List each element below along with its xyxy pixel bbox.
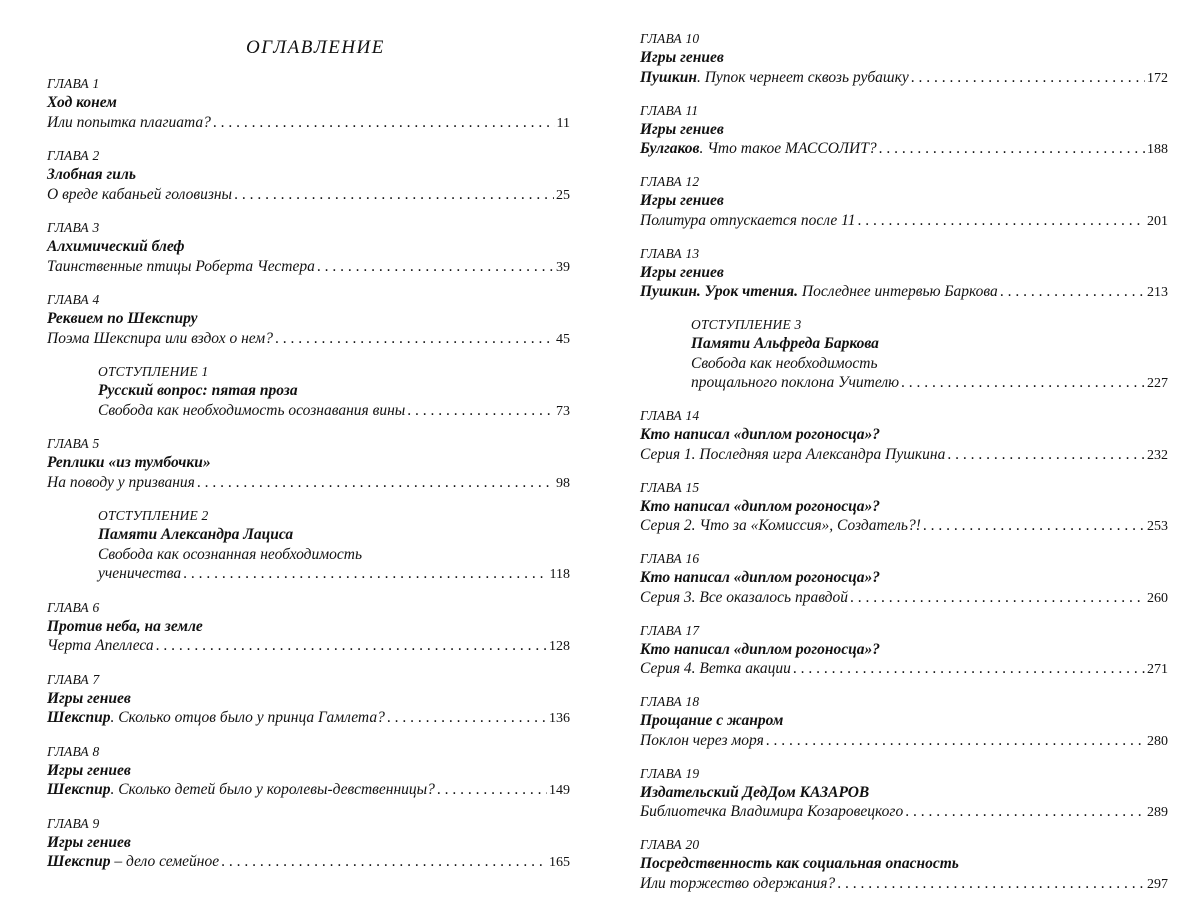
- chapter-title: Прощание с жанром: [640, 712, 784, 729]
- chapter-title: Игры гениев: [640, 49, 724, 66]
- entry-subtitle-text: Серия 2. Что за «Комиссия», Создатель?!: [640, 517, 921, 534]
- page-number: 227: [1147, 376, 1168, 391]
- chapter-label: ГЛАВА 18: [640, 694, 700, 709]
- chapter-title: Реквием по Шекспиру: [47, 310, 198, 327]
- page-number: 136: [549, 711, 570, 726]
- page-number: 118: [549, 567, 570, 582]
- entry-subtitle-text: Черта Апеллеса: [47, 637, 154, 654]
- toc-entry[interactable]: [47, 435, 570, 493]
- toc-entry[interactable]: [47, 75, 570, 133]
- entry-leader-line: [640, 874, 1168, 895]
- entry-subtitle: [47, 852, 219, 872]
- page-number: 280: [1147, 733, 1168, 749]
- entry-subtitle: [640, 68, 909, 88]
- chapter-label: ГЛАВА 13: [640, 245, 700, 261]
- entry-bold-lead: Шекспир: [47, 709, 111, 726]
- dot-leader: [879, 139, 1145, 159]
- entry-subtitle: [98, 401, 405, 421]
- entry-leader-line: [47, 185, 570, 206]
- toc-entry[interactable]: [640, 102, 1168, 160]
- chapter-title: Игры гениев: [47, 833, 131, 851]
- entry-subtitle: [47, 636, 154, 656]
- entry-leader-line: [640, 139, 1168, 160]
- chapter-title: Игры гениев: [640, 192, 724, 209]
- entry-leader-line: [640, 659, 1168, 680]
- chapter-label: ГЛАВА 8: [47, 743, 100, 759]
- entry-subtitle-text: Или торжество одержания?: [640, 874, 836, 892]
- entry-leader-line: [640, 282, 1168, 303]
- entry-subtitle-text: ученичества: [98, 565, 182, 582]
- chapter-title: Игры гениев: [47, 761, 131, 779]
- dot-leader: [905, 802, 1145, 822]
- chapter-label: ГЛАВА 4: [47, 292, 100, 307]
- entry-subtitle-text: Серия 4. Ветка акации: [640, 660, 791, 677]
- entry-leader-line: [47, 257, 570, 278]
- dot-leader: [407, 401, 554, 421]
- chapter-title: Реплики «из тумбочки»: [47, 454, 211, 471]
- page-number: 149: [549, 783, 570, 798]
- entry-subtitle: [640, 211, 855, 231]
- entry-subtitle-text: Таинственные птицы Роберта Честера: [47, 257, 315, 275]
- entry-bold-lead: Шекспир: [47, 781, 111, 798]
- entry-subtitle: [640, 659, 791, 679]
- page-number: 172: [1147, 70, 1168, 86]
- entry-subtitle-text: Библиотечка Владимира Козаровецкого: [640, 803, 904, 820]
- toc-entry[interactable]: [640, 316, 1168, 394]
- entry-subtitle-text: Серия 1. Последняя игра Александра Пушкина: [640, 445, 946, 463]
- entry-leader-line: [47, 636, 570, 657]
- entry-subtitle-text: Серия 3. Все оказалось правдой: [640, 588, 848, 606]
- entry-bold-lead: Шекспир: [47, 853, 111, 870]
- entry-subtitle-text: . Что такое МАССОЛИТ?: [699, 140, 877, 157]
- entry-bold-lead: Булгаков: [640, 140, 700, 157]
- entry-subtitle: [640, 874, 835, 894]
- dot-leader: [947, 445, 1145, 465]
- toc-entry[interactable]: [640, 479, 1168, 537]
- dot-leader: [793, 659, 1145, 679]
- entry-subtitle: [47, 473, 195, 493]
- entry-leader-line: [640, 445, 1168, 466]
- dot-leader: [213, 113, 555, 133]
- dot-leader: [221, 852, 547, 872]
- page-number: 232: [1147, 447, 1168, 463]
- entry-leader-line: [47, 780, 570, 801]
- toc-entry[interactable]: [640, 836, 1168, 894]
- entry-subtitle-text: . Сколько детей было у королевы-девственницы?: [110, 781, 435, 798]
- chapter-title: Русский вопрос: пятая проза: [98, 382, 298, 399]
- page-number: 25: [556, 187, 570, 203]
- chapter-label: ГЛАВА 12: [640, 174, 700, 189]
- page-number: 213: [1147, 285, 1168, 300]
- entry-leader-line: [98, 401, 570, 422]
- toc-entry[interactable]: [47, 743, 570, 801]
- chapter-title: Кто написал «диплом рогоносца»?: [640, 569, 881, 586]
- page-number: 297: [1147, 876, 1168, 892]
- chapter-label: ГЛАВА 7: [47, 671, 100, 687]
- chapter-title: Посредственность как социальная опасность: [640, 855, 959, 872]
- entry-leader-line: [47, 852, 570, 873]
- chapter-label: ГЛАВА 16: [640, 551, 700, 566]
- entry-subtitle: [47, 257, 315, 277]
- dot-leader: [234, 185, 554, 205]
- entry-subtitle: [47, 780, 435, 800]
- toc-entry[interactable]: [47, 599, 570, 657]
- dot-leader: [437, 780, 547, 800]
- toc-entry[interactable]: [640, 765, 1168, 823]
- entry-subtitle-text: Поклон через моря: [640, 731, 764, 749]
- entry-leader-line: [98, 564, 570, 585]
- toc-entry[interactable]: [47, 363, 570, 421]
- chapter-title: Памяти Альфреда Баркова: [691, 335, 879, 352]
- chapter-label: ГЛАВА 19: [640, 765, 700, 781]
- dot-leader: [197, 473, 554, 493]
- page-number: 165: [549, 855, 570, 870]
- chapter-title: Алхимический блеф: [47, 238, 185, 255]
- toc-entry[interactable]: [47, 219, 570, 277]
- page-number: 271: [1147, 662, 1168, 677]
- entry-subtitle-text: прощального поклона Учителю: [691, 374, 900, 391]
- chapter-label: ГЛАВА 6: [47, 599, 100, 615]
- chapter-label: ОТСТУПЛЕНИЕ 1: [98, 364, 209, 379]
- entry-leader-line: [640, 588, 1168, 609]
- toc-entry[interactable]: [47, 147, 570, 205]
- dot-leader: [766, 731, 1145, 751]
- chapter-title: Ход конем: [47, 94, 117, 111]
- entry-leader-line: [691, 373, 1168, 394]
- toc-entry[interactable]: [47, 671, 570, 729]
- page-number: 128: [549, 639, 570, 654]
- toc-entry[interactable]: [640, 550, 1168, 608]
- chapter-title: Кто написал «диплом рогоносца»?: [640, 640, 881, 658]
- page-number: 289: [1147, 805, 1168, 820]
- entry-leader-line: [640, 731, 1168, 752]
- entry-subtitle-text: . Пупок чернеет сквозь рубашку: [696, 68, 909, 86]
- page-number: 260: [1147, 590, 1168, 606]
- dot-leader: [1000, 282, 1145, 302]
- chapter-title: Памяти Александра Лациса: [98, 526, 294, 543]
- toc-entry[interactable]: [640, 245, 1168, 303]
- entry-subtitle: [640, 802, 903, 822]
- entry-subtitle: [691, 373, 899, 393]
- entry-subtitle: [47, 185, 232, 205]
- entry-subtitle: [640, 588, 848, 608]
- chapter-label: ГЛАВА 17: [640, 622, 700, 638]
- entry-subtitle-text: Поэма Шекспира или вздох о нем?: [47, 329, 273, 347]
- toc-entry[interactable]: [640, 30, 1168, 88]
- entry-subtitle: [640, 731, 764, 751]
- toc-entry[interactable]: [47, 815, 570, 873]
- entry-subtitle-line: Свобода как необходимость: [691, 354, 878, 372]
- toc-entry[interactable]: [640, 693, 1168, 751]
- dot-leader: [837, 874, 1145, 894]
- toc-heading: ОГЛАВЛЕНИЕ: [246, 37, 385, 58]
- chapter-label: ГЛАВА 15: [640, 479, 700, 495]
- entry-subtitle: [47, 708, 385, 728]
- chapter-label: ГЛАВА 10: [640, 31, 700, 46]
- entry-bold-lead: Пушкин. Урок чтения.: [640, 283, 799, 300]
- chapter-title: Кто написал «диплом рогоносца»?: [640, 426, 881, 443]
- entry-bold-lead: Пушкин: [640, 68, 697, 86]
- entry-subtitle: [640, 282, 998, 302]
- entry-subtitle: [640, 139, 877, 159]
- chapter-title: Игры гениев: [640, 120, 724, 138]
- page-number: 73: [556, 403, 570, 419]
- entry-leader-line: [640, 802, 1168, 823]
- chapter-label: ГЛАВА 14: [640, 408, 700, 423]
- chapter-label: ГЛАВА 9: [47, 815, 100, 831]
- toc-list-right: [640, 30, 1168, 908]
- entry-subtitle-text: Свобода как необходимость осознавания вины: [98, 401, 406, 419]
- entry-leader-line: [640, 211, 1168, 232]
- toc-entry[interactable]: [640, 622, 1168, 680]
- dot-leader: [275, 329, 554, 349]
- entry-leader-line: [640, 516, 1168, 537]
- entry-leader-line: [47, 113, 570, 134]
- chapter-label: ГЛАВА 1: [47, 76, 100, 91]
- toc-entry[interactable]: [47, 507, 570, 585]
- toc-entry[interactable]: [640, 407, 1168, 465]
- dot-leader: [387, 708, 547, 728]
- page-number: 98: [556, 475, 570, 491]
- dot-leader: [317, 257, 554, 277]
- entry-subtitle-text: – дело семейное: [110, 853, 220, 870]
- entry-subtitle-text: О вреде кабаньей головизны: [47, 185, 233, 203]
- dot-leader: [156, 636, 547, 656]
- dot-leader: [911, 68, 1145, 88]
- entry-subtitle: [640, 516, 921, 536]
- entry-leader-line: [47, 473, 570, 494]
- chapter-label: ГЛАВА 11: [640, 102, 699, 118]
- chapter-label: ГЛАВА 20: [640, 837, 700, 852]
- page-number: 201: [1147, 213, 1168, 229]
- chapter-label: ГЛАВА 5: [47, 436, 100, 451]
- page-number: 45: [556, 331, 570, 347]
- entry-subtitle-text: Политура отпускается после 11: [640, 211, 856, 229]
- chapter-label: ОТСТУПЛЕНИЕ 3: [691, 317, 802, 332]
- entry-subtitle-text: Последнее интервью Баркова: [798, 283, 998, 300]
- dot-leader: [857, 211, 1145, 231]
- chapter-title: Игры гениев: [640, 263, 724, 281]
- chapter-title: Против неба, на земле: [47, 617, 203, 635]
- entry-subtitle: [47, 113, 211, 133]
- page-number: 11: [556, 115, 570, 131]
- page-number: 188: [1147, 142, 1168, 157]
- chapter-label: ГЛАВА 2: [47, 148, 100, 163]
- page-number: 39: [556, 259, 570, 275]
- chapter-title: Игры гениев: [47, 689, 131, 707]
- dot-leader: [183, 564, 547, 584]
- chapter-title: Издательский ДедДом КАЗАРОВ: [640, 783, 870, 801]
- dot-leader: [901, 373, 1145, 393]
- entry-subtitle-text: На поводу у призвания: [47, 473, 195, 491]
- page-number: 253: [1147, 519, 1168, 534]
- chapter-title: Злобная гиль: [47, 166, 136, 183]
- chapter-title: Кто написал «диплом рогоносца»?: [640, 497, 881, 515]
- chapter-label: ОТСТУПЛЕНИЕ 2: [98, 508, 209, 523]
- chapter-label: ГЛАВА 3: [47, 220, 100, 235]
- entry-subtitle-text: Или попытка плагиата?: [47, 113, 211, 131]
- entry-subtitle: [98, 564, 181, 584]
- entry-leader-line: [640, 68, 1168, 89]
- entry-subtitle-text: . Сколько отцов было у принца Гамлета?: [110, 709, 385, 726]
- entry-leader-line: [47, 329, 570, 350]
- entry-subtitle-line: Свобода как осознанная необходимость: [98, 545, 363, 563]
- entry-leader-line: [47, 708, 570, 729]
- entry-subtitle: [47, 329, 273, 349]
- dot-leader: [923, 516, 1145, 536]
- toc-list-left: [47, 75, 570, 887]
- toc-entry[interactable]: [47, 291, 570, 349]
- entry-subtitle: [640, 445, 945, 465]
- dot-leader: [850, 588, 1145, 608]
- toc-entry[interactable]: [640, 173, 1168, 231]
